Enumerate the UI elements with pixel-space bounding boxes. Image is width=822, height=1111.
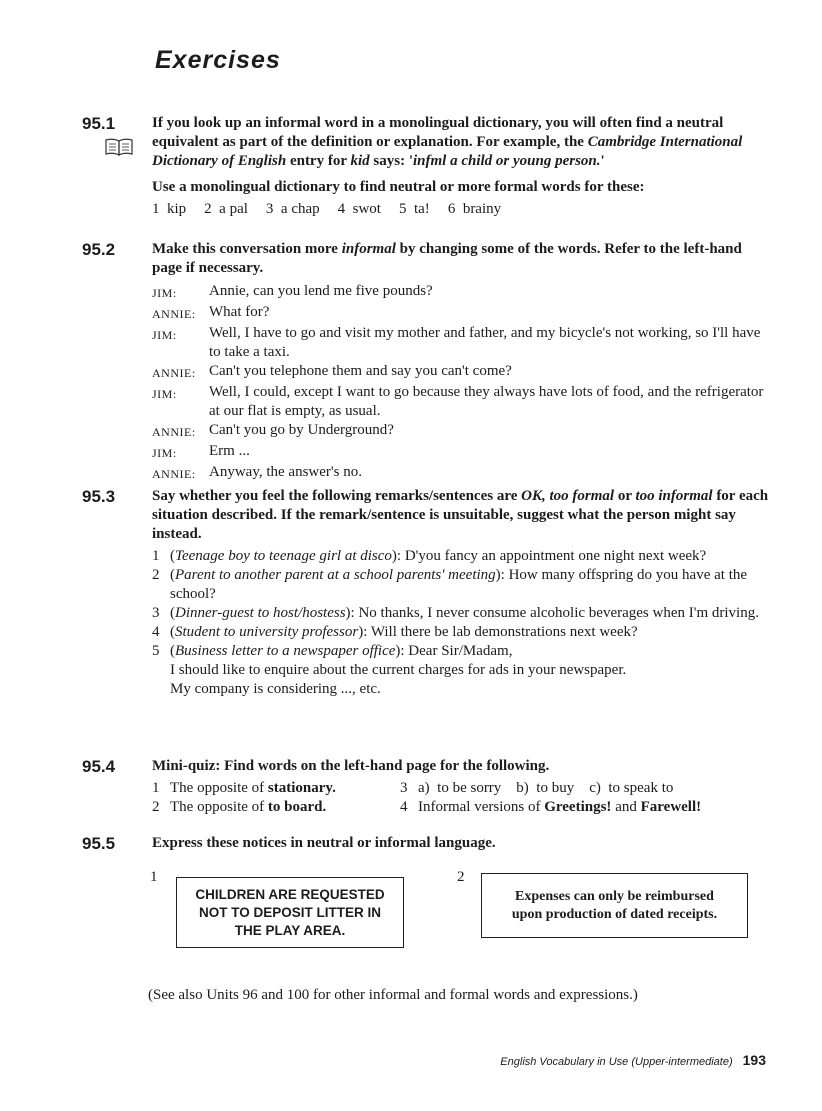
dialogue-line [152,303,772,324]
list-item: 4 swot [337,201,381,217]
list-item: 3 a chap [265,201,320,217]
dialogue-text: What for? [209,304,270,320]
dialogue-line [152,421,772,442]
page-number: 193 [742,1052,766,1068]
list-item: 1 kip [152,201,187,217]
dialogue-line [152,442,772,463]
list-item: 3 a) to be sorry b) to buy c) to speak to [400,780,674,796]
notice-number: 1 [150,869,158,885]
list-item: 6 brainy [447,201,502,217]
notice-line: NOT TO DEPOSIT LITTER IN [198,904,381,920]
notice-line: CHILDREN ARE REQUESTED [195,886,385,902]
exercise-instruction: Make this conversation more informal by changing some of the words. Refer to the left-hand page if necessary. [152,241,742,276]
exercise-instruction: Use a monolingual dictionary to find neutral or more formal words for these: [152,179,645,195]
dictionary-book-icon [104,138,134,156]
notice-number: 2 [457,869,465,885]
notice-line: upon production of dated receipts. [511,906,718,922]
speaker-label: ANNIE: [152,425,196,439]
list-item: 1 The opposite of stationary. [152,780,336,796]
list-item: 4 Informal versions of Greetings! and Farewell! [400,799,702,815]
list-item: 2 (Parent to another parent at a school parents' meeting): How many offspring do you have at the school? [152,567,748,602]
exercise-95-4 [82,757,772,817]
list-item: 2 a pal [204,201,248,217]
dialogue-text: Can't you telephone them and say you can't come? [209,363,512,379]
notice-line: Expenses can only be reimbursed [515,888,714,904]
dialogue-line [152,463,772,484]
speaker-label: JIM: [152,328,177,342]
exercise-instruction: If you look up an informal word in a monolingual dictionary, you will often find a neutral equivalent as part of the definition or explanation. For example, the Cambridge International Dictionary of English entry for kid says: 'infml a child or young person.' [152,115,743,169]
exercise-instruction: Say whether you feel the following remarks/sentences are OK, too formal or too informal for each situation described. If the remark/sentence is unsuitable, suggest what the person might say instead. [152,488,769,542]
exercise-number: 95.3 [82,487,116,506]
speaker-label: ANNIE: [152,366,196,380]
dialogue-line [152,282,772,303]
dialogue-text: Erm ... [209,443,250,459]
speaker-label: JIM: [152,446,177,460]
dialogue-line [152,383,772,421]
speaker-label: ANNIE: [152,307,196,321]
list-item: 5 ta! [398,201,430,217]
speaker-label: JIM: [152,387,177,401]
exercise-number: 95.1 [82,114,116,133]
dialogue-text: Anyway, the answer's no. [209,464,362,480]
page-title: Exercises [155,46,281,74]
exercise-number: 95.2 [82,240,116,259]
dialogue-text: Annie, can you lend me five pounds? [209,283,433,299]
list-item: 5 (Business letter to a newspaper office): Dear Sir/Madam, I should like to enquire about the current charges for ads in your newspaper. My company is considering ..., etc. [152,643,627,697]
dialogue-text: Well, I have to go and visit my mother and father, and my bicycle's not working, so I'll have to take a taxi. [209,325,761,360]
exercise-number: 95.4 [82,757,116,776]
quiz-list [152,779,772,817]
book-title: English Vocabulary in Use (Upper-intermediate) [500,1056,733,1068]
exercise-instruction: Mini-quiz: Find words on the left-hand page for the following. [152,758,550,774]
exercise-95-3 [82,487,772,699]
dialogue [152,282,772,484]
list-item: 4 (Student to university professor): Will there be lab demonstrations next week? [152,624,638,640]
list-item: 3 (Dinner-guest to host/hostess): No thanks, I never consume alcoholic beverages when I'm driving. [152,605,759,621]
speaker-label: JIM: [152,286,177,300]
exercise-95-5 [82,834,772,853]
list-item: 2 The opposite of to board. [152,799,327,815]
exercise-95-2 [82,240,772,484]
list-item: 1 (Teenage boy to teenage girl at disco): D'you fancy an appointment one night next week? [152,548,707,564]
notice-box [481,873,748,938]
dialogue-line [152,362,772,383]
notice-line: THE PLAY AREA. [234,922,346,938]
dialogue-line [152,324,772,362]
dialogue-text: Well, I could, except I want to go because they always have lots of food, and the refrigerator at our flat is empty, as usual. [209,384,764,419]
exercise-95-1 [82,114,772,219]
word-list [152,200,772,219]
page-footer [500,1052,766,1068]
sentence-list [152,547,772,699]
dialogue-text: Can't you go by Underground? [209,422,394,438]
speaker-label: ANNIE: [152,467,196,481]
see-also-note: (See also Units 96 and 100 for other informal and formal words and expressions.) [148,987,638,1003]
notice-box [176,877,404,948]
exercise-number: 95.5 [82,834,116,853]
exercise-instruction: Express these notices in neutral or informal language. [152,835,496,851]
